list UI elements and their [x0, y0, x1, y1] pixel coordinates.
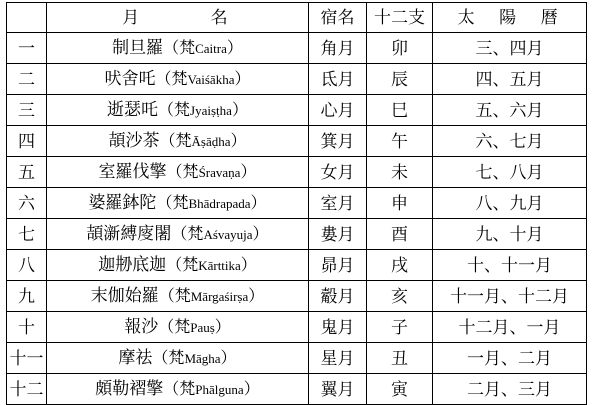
cell-solar-months: 五、六月: [433, 95, 587, 126]
sanskrit-close-paren: ）: [240, 257, 257, 274]
cell-month-name: [47, 33, 309, 64]
cell-star-name: 氐月: [309, 64, 367, 95]
sanskrit-close-paren: ）: [214, 319, 231, 336]
sanskrit-open-paren: （梵: [152, 350, 185, 367]
sanskrit-close-paren: ）: [231, 102, 248, 119]
month-name-chinese: 迦刱底迦: [98, 255, 167, 274]
header-twelve-branches: 十二支: [367, 3, 433, 33]
document-page: [0, 2, 600, 402]
table-header: [7, 3, 587, 33]
month-name-chinese: 頡沙茶: [108, 131, 160, 150]
cell-star-name: 角月: [309, 33, 367, 64]
header-month-name: 月 名: [47, 3, 309, 33]
cell-month-index: 八: [7, 250, 47, 281]
month-name-chinese: 末伽始羅: [90, 286, 159, 305]
sanskrit-close-paren: ）: [248, 288, 265, 305]
month-name-sanskrit: Pauṣ: [190, 320, 215, 335]
month-name-chinese: 報沙: [124, 317, 159, 336]
cell-earthly-branch: 丑: [367, 343, 433, 374]
table-body: [7, 33, 587, 405]
sanskrit-open-paren: （梵: [159, 133, 192, 150]
cell-month-name: [47, 157, 309, 188]
month-correspondence-table: [6, 2, 587, 405]
cell-earthly-branch: 寅: [367, 374, 433, 405]
sanskrit-close-paren: ）: [226, 40, 243, 57]
sanskrit-close-paren: ）: [250, 195, 267, 212]
cell-solar-months: 七、八月: [433, 157, 587, 188]
cell-star-name: 箕月: [309, 126, 367, 157]
cell-solar-months: 十二月、一月: [433, 312, 587, 343]
month-name-chinese: 摩祛: [118, 348, 153, 367]
sanskrit-open-paren: （梵: [155, 71, 188, 88]
month-name-sanskrit: Āṣāḍha: [191, 134, 231, 149]
month-name-sanskrit: Bhādrapada: [188, 196, 251, 211]
month-name-sanskrit: Aśvayuja: [203, 227, 253, 242]
cell-month-index: 九: [7, 281, 47, 312]
month-name-sanskrit: Caitra: [195, 41, 227, 56]
month-name-sanskrit: Māgha: [184, 351, 221, 366]
cell-month-index: 一: [7, 33, 47, 64]
cell-month-name: [47, 188, 309, 219]
header-row: [7, 3, 587, 33]
cell-solar-months: 九、十月: [433, 219, 587, 250]
cell-month-index: 三: [7, 95, 47, 126]
cell-month-name: [47, 64, 309, 95]
cell-solar-months: 十、十一月: [433, 250, 587, 281]
sanskrit-open-paren: （梵: [166, 164, 199, 181]
sanskrit-open-paren: （梵: [158, 288, 191, 305]
table-row: [7, 343, 587, 374]
cell-earthly-branch: 未: [367, 157, 433, 188]
cell-month-index: 十二: [7, 374, 47, 405]
table-row: [7, 312, 587, 343]
month-name-sanskrit: Kārttika: [198, 258, 241, 273]
month-name-sanskrit: Phālguna: [195, 382, 244, 397]
sanskrit-close-paren: ）: [220, 350, 237, 367]
month-name-chinese: 婆羅鉢陀: [88, 193, 157, 212]
table-row: [7, 250, 587, 281]
cell-month-index: 十: [7, 312, 47, 343]
month-name-sanskrit: Vaiśākha: [187, 72, 235, 87]
sanskrit-open-paren: （梵: [166, 257, 199, 274]
sanskrit-open-paren: （梵: [156, 195, 189, 212]
table-row: [7, 126, 587, 157]
sanskrit-open-paren: （梵: [158, 319, 191, 336]
month-name-chinese: 吠舍吒: [104, 69, 156, 88]
month-name-chinese: 頡澵縛廀闍: [86, 224, 172, 243]
cell-solar-months: 八、九月: [433, 188, 587, 219]
month-name-chinese: 室羅伐擎: [98, 162, 167, 181]
cell-month-name: [47, 126, 309, 157]
sanskrit-close-paren: ）: [240, 164, 257, 181]
cell-solar-months: 十一月、十二月: [433, 281, 587, 312]
cell-earthly-branch: 午: [367, 126, 433, 157]
cell-star-name: 室月: [309, 188, 367, 219]
cell-earthly-branch: 酉: [367, 219, 433, 250]
cell-month-name: [47, 281, 309, 312]
cell-earthly-branch: 辰: [367, 64, 433, 95]
month-name-chinese: 制旦羅: [112, 38, 164, 57]
cell-solar-months: 四、五月: [433, 64, 587, 95]
cell-star-name: 星月: [309, 343, 367, 374]
cell-earthly-branch: 卯: [367, 33, 433, 64]
sanskrit-open-paren: （梵: [163, 381, 196, 398]
cell-month-index: 四: [7, 126, 47, 157]
table-row: [7, 219, 587, 250]
cell-month-name: [47, 95, 309, 126]
cell-star-name: 婁月: [309, 219, 367, 250]
table-row: [7, 188, 587, 219]
table-row: [7, 157, 587, 188]
cell-month-index: 十一: [7, 343, 47, 374]
cell-month-name: [47, 343, 309, 374]
month-name-chinese: 頗勒褶擎: [95, 379, 164, 398]
table-row: [7, 64, 587, 95]
header-star-name: 宿名: [309, 3, 367, 33]
sanskrit-close-paren: ）: [234, 71, 251, 88]
table-row: [7, 281, 587, 312]
sanskrit-close-paren: ）: [252, 226, 269, 243]
cell-star-name: 女月: [309, 157, 367, 188]
cell-earthly-branch: 亥: [367, 281, 433, 312]
sanskrit-open-paren: （梵: [158, 102, 191, 119]
month-name-sanskrit: Jyaiṣṭha: [190, 103, 232, 118]
cell-star-name: 鬼月: [309, 312, 367, 343]
cell-month-index: 七: [7, 219, 47, 250]
cell-earthly-branch: 子: [367, 312, 433, 343]
cell-star-name: 翼月: [309, 374, 367, 405]
cell-earthly-branch: 巳: [367, 95, 433, 126]
sanskrit-close-paren: ）: [230, 133, 247, 150]
header-solar-calendar: 太 陽 曆: [433, 3, 587, 33]
cell-star-name: 觳月: [309, 281, 367, 312]
cell-earthly-branch: 申: [367, 188, 433, 219]
sanskrit-close-paren: ）: [243, 381, 260, 398]
table-row: [7, 95, 587, 126]
cell-month-name: [47, 312, 309, 343]
month-name-sanskrit: Śravaṇa: [198, 165, 241, 180]
cell-month-index: 二: [7, 64, 47, 95]
cell-earthly-branch: 戌: [367, 250, 433, 281]
month-name-chinese: 逝瑟吒: [107, 100, 159, 119]
header-index: [7, 3, 47, 33]
month-name-sanskrit: Mārgaśirṣa: [190, 289, 249, 304]
cell-solar-months: 二月、三月: [433, 374, 587, 405]
cell-month-name: [47, 250, 309, 281]
sanskrit-open-paren: （梵: [171, 226, 204, 243]
cell-solar-months: 六、七月: [433, 126, 587, 157]
cell-star-name: 心月: [309, 95, 367, 126]
cell-month-name: [47, 219, 309, 250]
sanskrit-open-paren: （梵: [163, 40, 196, 57]
cell-solar-months: 三、四月: [433, 33, 587, 64]
cell-month-index: 六: [7, 188, 47, 219]
cell-star-name: 昴月: [309, 250, 367, 281]
cell-month-index: 五: [7, 157, 47, 188]
table-row: [7, 33, 587, 64]
cell-solar-months: 一月、二月: [433, 343, 587, 374]
